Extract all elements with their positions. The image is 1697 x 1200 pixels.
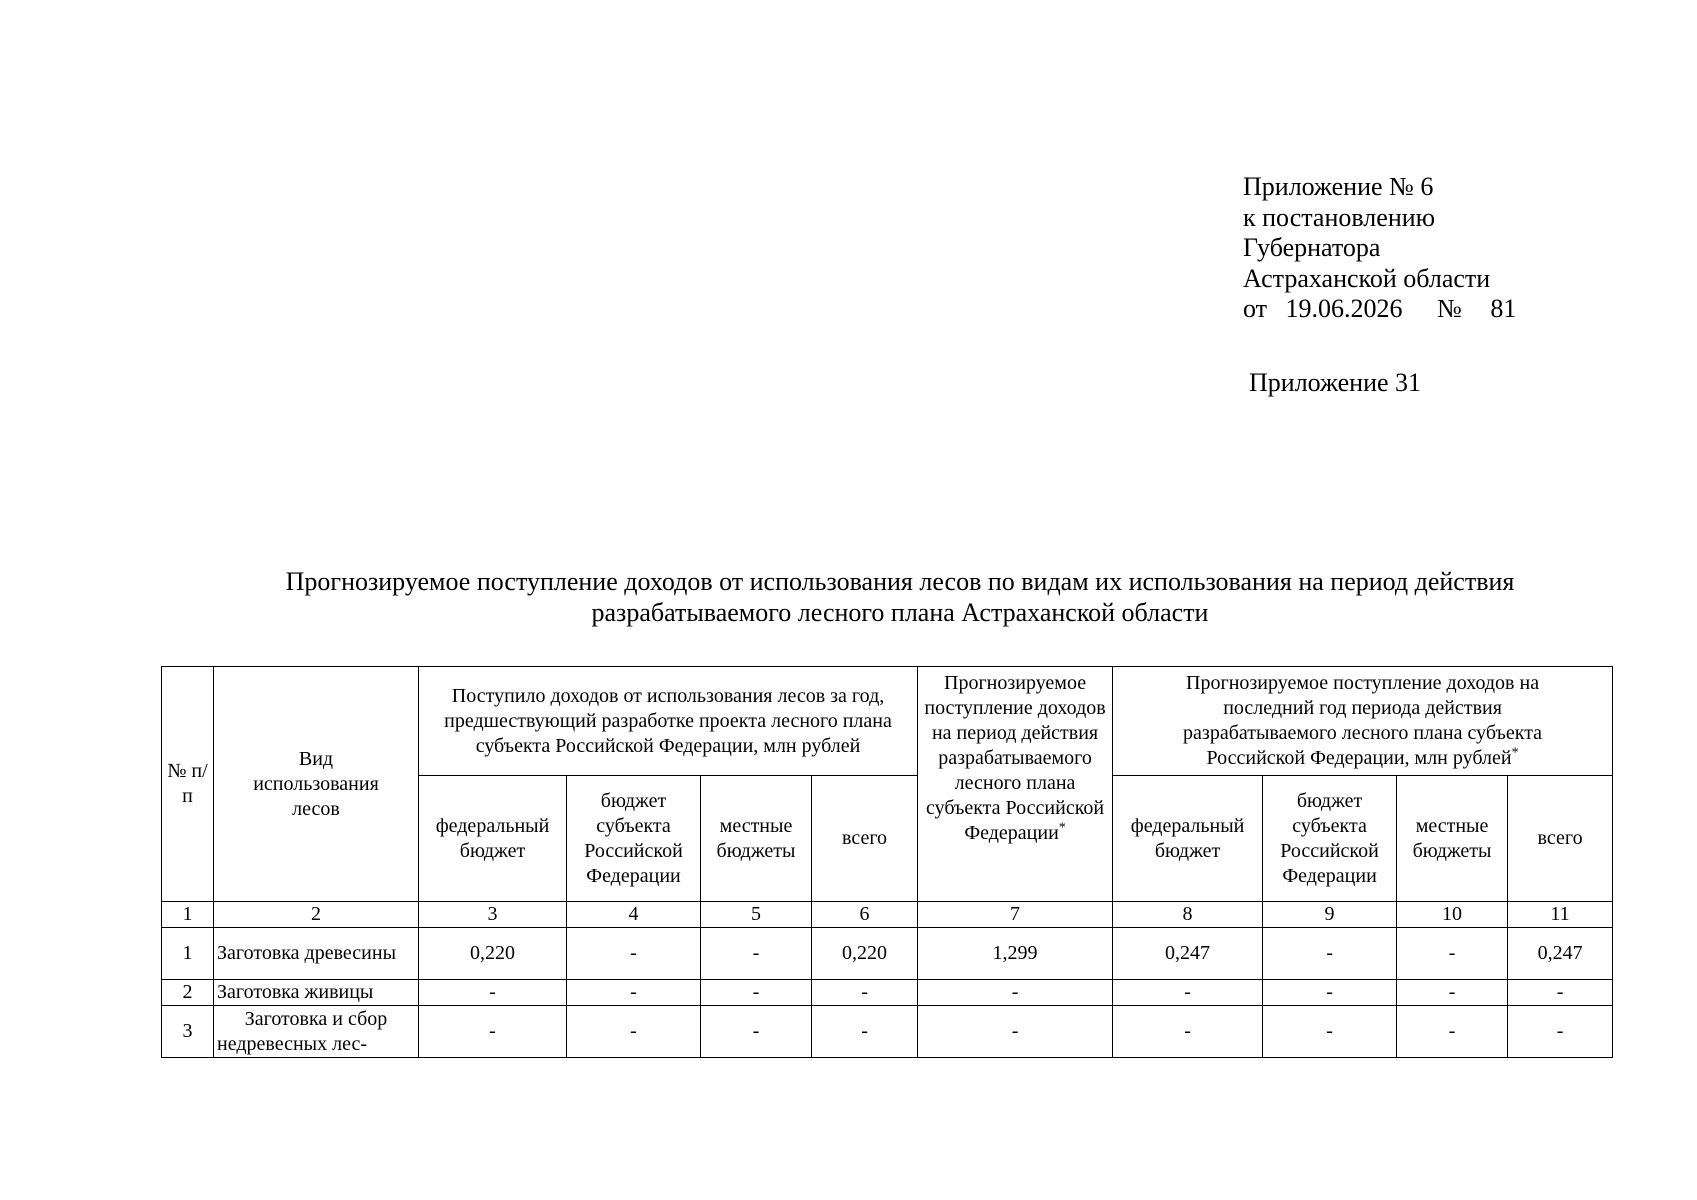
column-number: 4 <box>567 902 701 928</box>
attachment-line-4: Астраханской области <box>1243 263 1491 293</box>
row-kind: Заготовка живицы <box>214 980 419 1006</box>
row-value: 0,247 <box>1113 928 1263 980</box>
row-value: - <box>1508 980 1613 1006</box>
column-number: 2 <box>214 902 419 928</box>
row-value: - <box>1263 1006 1397 1058</box>
decree-number: 81 <box>1490 294 1517 323</box>
header-forecast-last-year-group: Прогнозируемое поступление доходов на последний год периода действия разрабатываемого лесного плана субъекта Российской Федерации, млн рублей* <box>1113 667 1613 776</box>
attachment-line-3: Губернатора <box>1243 233 1381 262</box>
table-row <box>162 928 1613 980</box>
column-number-row <box>162 902 1613 928</box>
title-line-1: Прогнозируемое поступление доходов от использования лесов по видам их использования на период действия <box>285 567 1515 596</box>
header-subject-budget: бюджет субъекта Российской Федерации <box>567 776 701 902</box>
header-total: всего <box>1508 776 1613 902</box>
row-value: - <box>419 980 567 1006</box>
row-value: - <box>1397 980 1508 1006</box>
attachment-line-2: к постановлению <box>1243 202 1436 232</box>
row-value: - <box>1397 928 1508 980</box>
appendix-label: Приложение 31 <box>1249 368 1422 397</box>
row-value: 0,220 <box>812 928 918 980</box>
row-value: - <box>701 928 812 980</box>
column-number: 8 <box>1113 902 1263 928</box>
row-kind: Заготовка древесины <box>214 928 419 980</box>
row-value: - <box>918 980 1113 1006</box>
column-number: 6 <box>812 902 918 928</box>
header-subject-budget: бюджет субъекта Российской Федерации <box>1263 776 1397 902</box>
row-value: - <box>701 980 812 1006</box>
document-title <box>200 566 1600 628</box>
column-number: 9 <box>1263 902 1397 928</box>
row-value: - <box>918 1006 1113 1058</box>
row-value: - <box>419 1006 567 1058</box>
row-value: - <box>1508 1006 1613 1058</box>
column-number: 10 <box>1397 902 1508 928</box>
column-number: 5 <box>701 902 812 928</box>
header-total: всего <box>812 776 918 902</box>
row-num: 1 <box>162 928 214 980</box>
row-value: - <box>567 1006 701 1058</box>
row-value: - <box>1113 980 1263 1006</box>
header-kind: Вид использования лесов <box>214 667 419 902</box>
table-row <box>162 980 1613 1006</box>
asterisk-footnote-mark: * <box>1511 745 1519 761</box>
table-row <box>162 1006 1613 1058</box>
header-federal-budget: федеральный бюджет <box>1113 776 1263 902</box>
row-value: - <box>812 980 918 1006</box>
row-value: - <box>567 980 701 1006</box>
header-received-group: Поступило доходов от использования лесов за год, предшествующий разработке проекта лесного плана субъекта Российской Федерации, млн рублей <box>419 667 918 776</box>
row-value: - <box>1397 1006 1508 1058</box>
header-federal-budget: федеральный бюджет <box>419 776 567 902</box>
title-line-2: разрабатываемого лесного плана Астраханской области <box>591 598 1209 627</box>
row-value: - <box>1263 980 1397 1006</box>
date-prefix: от <box>1243 294 1268 323</box>
asterisk-footnote-mark: * <box>1058 820 1066 836</box>
row-num: 3 <box>162 1006 214 1058</box>
header-local-budgets: местные бюджеты <box>701 776 812 902</box>
column-number: 11 <box>1508 902 1613 928</box>
row-value: - <box>701 1006 812 1058</box>
revenue-table <box>161 666 1613 1058</box>
column-number: 3 <box>419 902 567 928</box>
row-value: - <box>1263 928 1397 980</box>
row-value: - <box>1113 1006 1263 1058</box>
row-value: 0,220 <box>419 928 567 980</box>
row-value: - <box>567 928 701 980</box>
row-value: 0,247 <box>1508 928 1613 980</box>
row-kind: Заготовка и сбор недревесных лес- <box>214 1006 419 1058</box>
row-value: 1,299 <box>918 928 1113 980</box>
row-num: 2 <box>162 980 214 1006</box>
row-value: - <box>812 1006 918 1058</box>
header-forecast-period: Прогнозируемое поступление доходов на период действия разрабатываемого лесного плана субъекта Российской Федерации* <box>918 667 1113 902</box>
column-number: 7 <box>918 902 1113 928</box>
header-local-budgets: местные бюджеты <box>1397 776 1508 902</box>
attachment-line-1: Приложение № 6 <box>1243 172 1434 201</box>
decree-date: 19.06.2026 <box>1285 294 1403 323</box>
attachment-block <box>1243 172 1516 325</box>
attachment-date-line <box>1243 294 1516 325</box>
header-num: № п/п <box>162 667 214 902</box>
column-number: 1 <box>162 902 214 928</box>
number-sign: № <box>1437 294 1462 323</box>
